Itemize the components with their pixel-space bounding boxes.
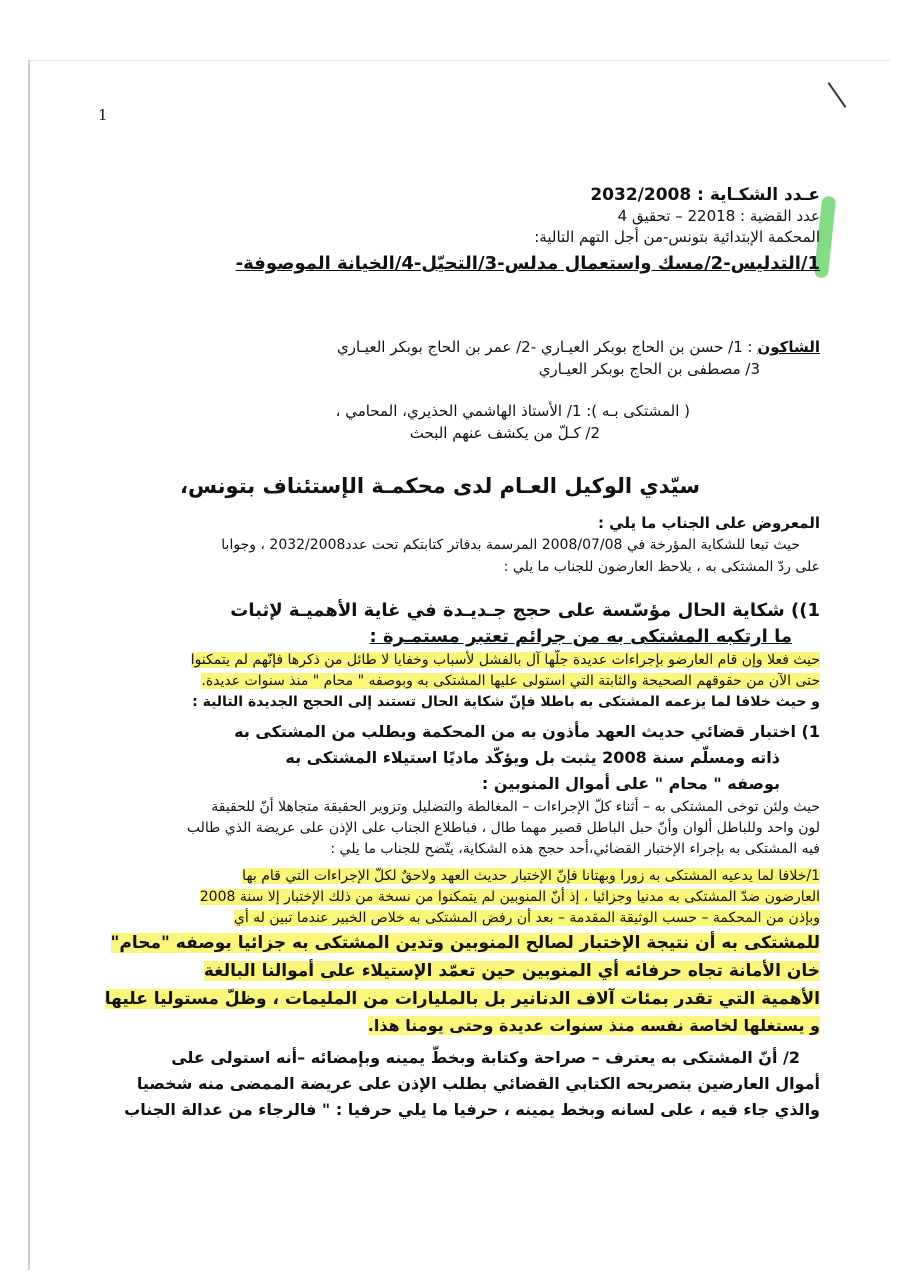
point-2-line-2: أموال العارضين بتصريحه الكتابي القضائي بطلب الإذن على عريضة الممضى منه شخصيا [136, 1074, 820, 1093]
point-2-line-1: 2/ أنّ المشتكى به يعترف – صراحة وكتابة وبخطّ يمينه وبإمضائه –أنه استولى على [171, 1048, 800, 1067]
case-number: عدد القضية : 22018 – تحقيق 4 [617, 207, 820, 225]
point-2 [60, 1045, 820, 1123]
point-1-line-2: لون واحد وللباطل ألوان وأنّ حبل الباطل قصير مهما طال ، فباطلاع الجناب على الإذن على عريضة الذي طالب [186, 820, 820, 836]
highlighted-text: خان الأمانة تجاه حرفائه أي المنوبين حين تعمّد الإستيلاء على أموالنا البالغة [203, 961, 820, 981]
intro-line-1: حيث تبعا للشكاية المؤرخة في 2008/07/08 المرسمة بدفاتر كتابتكم تحت عدد2032/2008 ، وجوابا [221, 537, 800, 553]
section-1-body [60, 650, 820, 713]
highlighted-text: وبإذن من المحكمة – حسب الوثيقة المقدمة – بعد أن رفض المشتكى به خلاص الخبير عندما تبين له أي [233, 910, 820, 926]
point-2-line-3: والذي جاء فيه ، على لسانه وبخط يمينه ، حرفيا ما يلي حرفيا : " فالرجاء من عدالة الجناب [124, 1100, 820, 1119]
complainants-names: : 1/ حسن بن الحاج بوبكر العيـاري -2/ عمر بن الحاج بوبكر العيـاري [336, 338, 753, 356]
accused-block [60, 400, 820, 444]
highlighted-text: حيث فعلا وإن قام العارضو بإجراءات عديدة جلّها آل بالفشل لأسباب وخفايا لا طائل من ذكرها فإنّهم لم يتمكنوا [190, 652, 820, 668]
addressee-title: سيّدي الوكيل العـام لدى محكمـة الإستئناف بتونس، [179, 474, 701, 498]
highlighted-text: و يستغلها لخاصة نفسه منذ سنوات عديدة وحتى يومنا هذا. [367, 1016, 820, 1035]
section-1-title-line-1: 1)) شكاية الحال مؤسّسة على حجج جـديـدة في غاية الأهميـة لإثبات [230, 600, 820, 621]
intro-block [60, 512, 820, 578]
accused-line-1: ( المشتكى بـه ): 1/ الأستاذ الهاشمي الحذيري، المحامي ، [335, 402, 690, 420]
intro-line-2: على ردّ المشتكى به ، يلاحظ العارضون للجناب ما يلي : [503, 559, 820, 575]
reference-block [60, 185, 820, 278]
point-1-title-1: 1) اختبار قضائي حديث العهد مأذون به من المحكمة وبطلب من المشتكى به [234, 722, 820, 741]
highlighted-text: العارضون ضدّ المشتكى به مدنيا وجزائيا ، إذ أنّ المنوبين لم يتمكنوا من نسخة من ذلك الإختبار إلا سنة 2008 [199, 889, 820, 905]
intro-heading: المعروض على الجناب ما يلي : [597, 514, 820, 532]
complainants-line [60, 336, 820, 358]
point-1-title-3: بوصفه " محام " على أموال المنوبين : [481, 774, 780, 793]
pen-mark [828, 82, 847, 108]
section-1-line-3: و حيث خلافا لما يزعمه المشتكى به باطلا فإنّ شكاية الحال تستند إلى الحجج الجديدة التالية : [192, 694, 820, 710]
page-number: 1 [98, 106, 108, 124]
section-1-title-line-2: ما ارتكبه المشتكى به من جرائم تعتبر مستمـرة : [369, 626, 792, 647]
point-1-line-1: حيث ولئن توخى المشتكى به – أثناء كلّ الإجراءات – المغالطة والتضليل وتزوير الحقيقة متجاهلا أنّ للحقيقة [211, 799, 820, 815]
page-top-edge [30, 60, 890, 61]
accused-line-2: 2/ كـلّ من يكشف عنهم البحث [409, 424, 600, 442]
section-1-title [60, 598, 820, 650]
page-left-edge [28, 60, 30, 1270]
complainants-label: الشاكون [757, 338, 820, 356]
point-1 [60, 719, 820, 1039]
highlighted-text: حتى الآن من حقوقهم الصحيحة والثابتة التي استولى عليها المشتكى به وبوصفه " محام " منذ سنوات عديدة. [201, 673, 820, 689]
highlighted-text: للمشتكى به أن نتيجة الإختبار لصالح المنوبين وتدين المشتكى به جزائيا بوصفه "محام" [110, 933, 820, 953]
court-line: المحكمة الإبتدائية بتونس-من أجل التهم التالية: [534, 228, 820, 246]
point-1-title-2: ذاته ومسلّم سنة 2008 يثبت بل ويؤكّد ماديًا استيلاء المشتكى به [285, 748, 780, 767]
highlighted-text: الأهمية التي تقدر بمئات آلاف الدنانير بل بالمليارات من المليمات ، وظلّ مستوليا عليها [104, 989, 820, 1009]
complainants-line-2: 3/ مصطفى بن الحاج بوبكر العيـاري [538, 360, 760, 378]
highlighted-text: 1/خلافا لما يدعيه المشتكى به زورا وبهتانا فإنّ الإختبار حديث العهد ولاحقٌ لكلّ الإجراءات التي قام بها [242, 868, 820, 884]
document-body [60, 185, 820, 1123]
complaint-number: عـدد الشكـاية : 2032/2008 [590, 185, 820, 205]
point-1-line-3: فيه المشتكى به بإجراء الإختبار القضائي،أحد حجج هذه الشكاية، يتّضح للجناب ما يلي : [330, 841, 820, 857]
complainants-block [60, 336, 820, 380]
charges-line: 1/التدليس-2/مسك واستعمال مدلس-3/التحيّل-4/الخيانة الموصوفة- [235, 253, 820, 274]
